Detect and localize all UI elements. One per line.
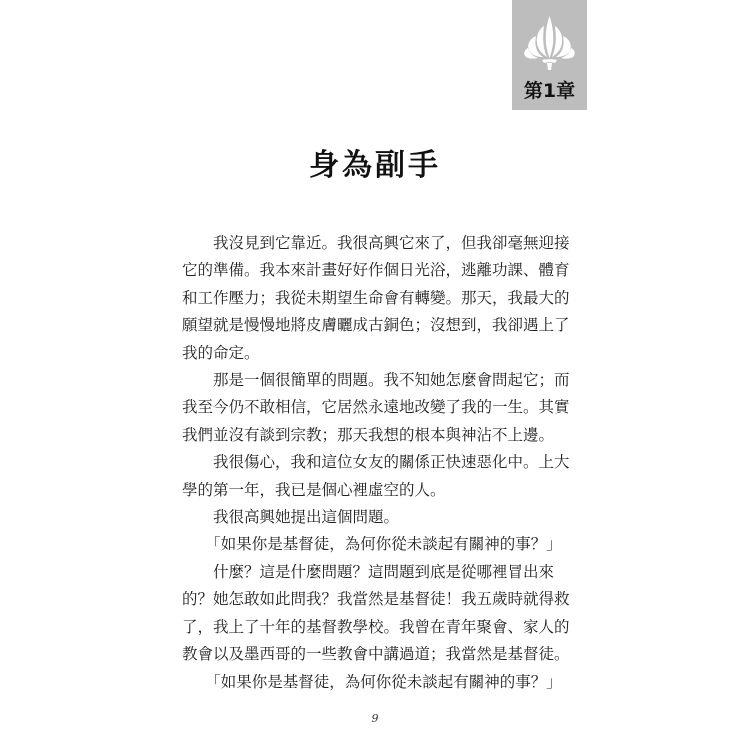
- dialogue-paragraph: [182, 669, 582, 696]
- text-line: 學的第一年，我已是個心裡虛空的人。: [182, 480, 446, 499]
- text-line: 它的準備。我本來計畫好好作個日光浴，逃離功課、體育: [182, 261, 570, 280]
- text-line: 我至今仍不敢相信，它居然永遠地改變了我的一生。其實: [182, 398, 570, 417]
- text-line: 的？她怎敢如此問我？我當然是基督徒！我五歲時就得救: [182, 590, 570, 609]
- chapter-label: 第1章: [523, 80, 576, 102]
- text-line: 我的命定。: [182, 343, 260, 362]
- paragraph: [182, 367, 582, 449]
- paragraph: [182, 449, 582, 504]
- text-line: 我很傷心，我和這位女友的關係正快速惡化中。上大: [213, 453, 570, 472]
- page-number: 9: [371, 712, 379, 725]
- fleur-ornament-icon: [522, 14, 577, 72]
- text-line: 了，我上了十年的基督教學校。我曾在青年聚會、家人的: [182, 617, 570, 636]
- chapter-title: 身為副手: [309, 148, 441, 183]
- chapter-tab: [512, 0, 587, 110]
- text-line: 我沒見到它靠近。我很高興它來了，但我卻毫無迎接: [213, 234, 570, 252]
- text-line: 什麼？這是什麼問題？這問題到底是從哪裡冒出來: [213, 562, 555, 581]
- text-line: 那是一個很簡單的問題。我不知她怎麼會問起它；而: [213, 371, 570, 390]
- text-line: 「如果你是基督徒，為何你從未談起有關神的事？」: [205, 535, 562, 554]
- text-line: 我很高興她提出這個問題。: [213, 508, 400, 527]
- text-line: 「如果你是基督徒，為何你從未談起有關神的事？」: [205, 672, 562, 691]
- paragraph: [182, 230, 582, 367]
- paragraph: [182, 504, 582, 531]
- dialogue-paragraph: [182, 531, 582, 558]
- text-line: 教會以及墨西哥的一些教會中講過道；我當然是基督徒。: [182, 645, 570, 664]
- text-line: 願望就是慢慢地將皮膚曬成古銅色；沒想到，我卻遇上了: [182, 316, 570, 335]
- text-line: 和工作壓力；我從未期望生命會有轉變。那天，我最大的: [182, 288, 570, 307]
- text-line: 我們並沒有談到宗教；那天我想的根本與神沾不上邊。: [182, 425, 555, 444]
- paragraph: [182, 559, 582, 669]
- body-text: [182, 230, 582, 696]
